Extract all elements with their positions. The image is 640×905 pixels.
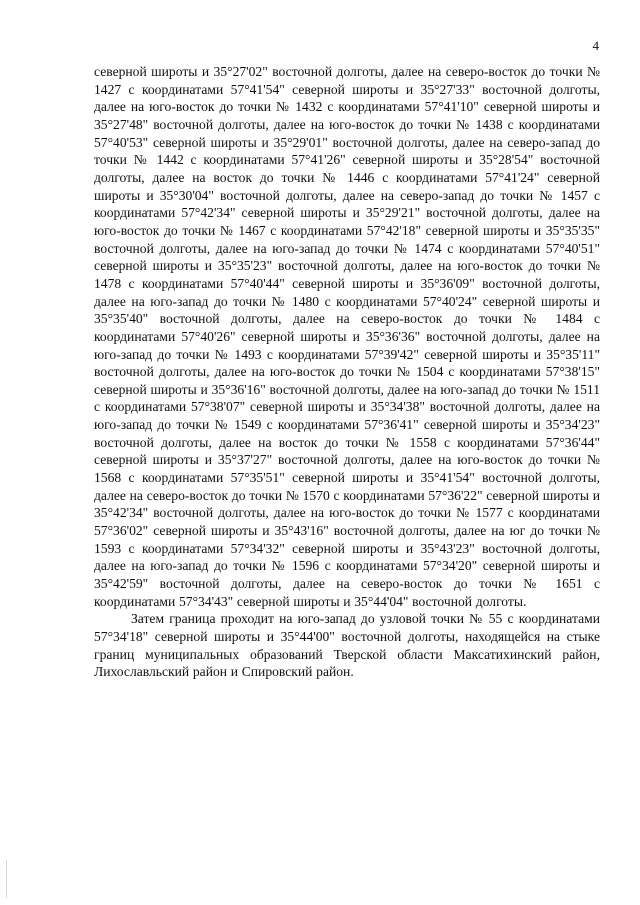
scan-edge-mark — [6, 860, 7, 898]
paragraph-node-point: Затем граница проходит на юго-запад до узловой точки № 55 с координатами 57°34'18" северной широты и 35°44'00" восточной долготы, находящейся на стыке границ муниципальных образований Тверской области Максатихинский район, Лихославльский район и Спировский район. — [94, 611, 600, 680]
paragraph-boundary-points: северной широты и 35°27'02" восточной долготы, далее на северо-восток до точки № 1427 с координатами 57°41'54" северной широты и 35°27'33" восточной долготы, далее на юго-восток до точки № 1432 с координатами 57°41'10" северной широты и 35°27'48" восточной долготы, далее на юго-восток до точки № 1438 с координатами 57°40'53" северной широты и 35°29'01" восточной долготы, далее на северо-запад до точки № 1442 с координатами 57°41'26" северной широты и 35°28'54" восточной долготы, далее на восток до точки № 1446 с координатами 57°41'24" северной широты и 35°30'04" восточной долготы, далее на северо-запад до точки № 1457 с координатами 57°42'34" северной широты и 35°29'21" восточной долготы, далее на юго-восток до точки № 1467 с координатами 57°42'18" северной широты и 35°35'35" восточной долготы, далее на юго-запад до точки № 1474 с координатами 57°40'51" северной широты и 35°35'23" восточной долготы, далее на юго-восток до точки № 1478 с координатами 57°40'44" северной широты и 35°36'09" восточной долготы, далее на юго-запад до точки № 1480 с координатами 57°40'24" северной широты и 35°35'40" восточной долготы, далее на северо-восток до точки № 1484 с координатами 57°40'26" северной широты и 35°36'36" восточной долготы, далее на юго-запад до точки № 1493 с координатами 57°39'42" северной широты и 35°35'11" восточной долготы, далее на юго-восток до точки № 1504 с координатами 57°38'15" северной широты и 35°36'16" восточной долготы, далее на юго-запад до точки № 1511 с координатами 57°38'07" северной широты и 35°34'38" восточной долготы, далее на юго-запад до точки № 1549 с координатами 57°36'41" северной широты и 35°34'23" восточной долготы, далее на восток до точки № 1558 с координатами 57°36'44" северной широты и 35°37'27" восточной долготы, далее на юго-восток до точки № 1568 с координатами 57°35'51" северной широты и 35°41'54" восточной долготы, далее на северо-восток до точки № 1570 с координатами 57°36'22" северной широты и 35°42'34" восточной долготы, далее на юго-восток до точки № 1577 с координатами 57°36'02" северной широты и 35°43'16" восточной долготы, далее на юг до точки № 1593 с координатами 57°34'32" северной широты и 35°43'23" восточной долготы, далее на юго-запад до точки № 1596 с координатами 57°34'20" северной широты и 35°42'59" восточной долготы, далее на северо-восток до точки № 1651 с координатами 57°34'43" северной широты и 35°44'04" восточной долготы. — [94, 64, 600, 609]
page-number: 4 — [592, 38, 599, 53]
document-body — [94, 63, 600, 681]
